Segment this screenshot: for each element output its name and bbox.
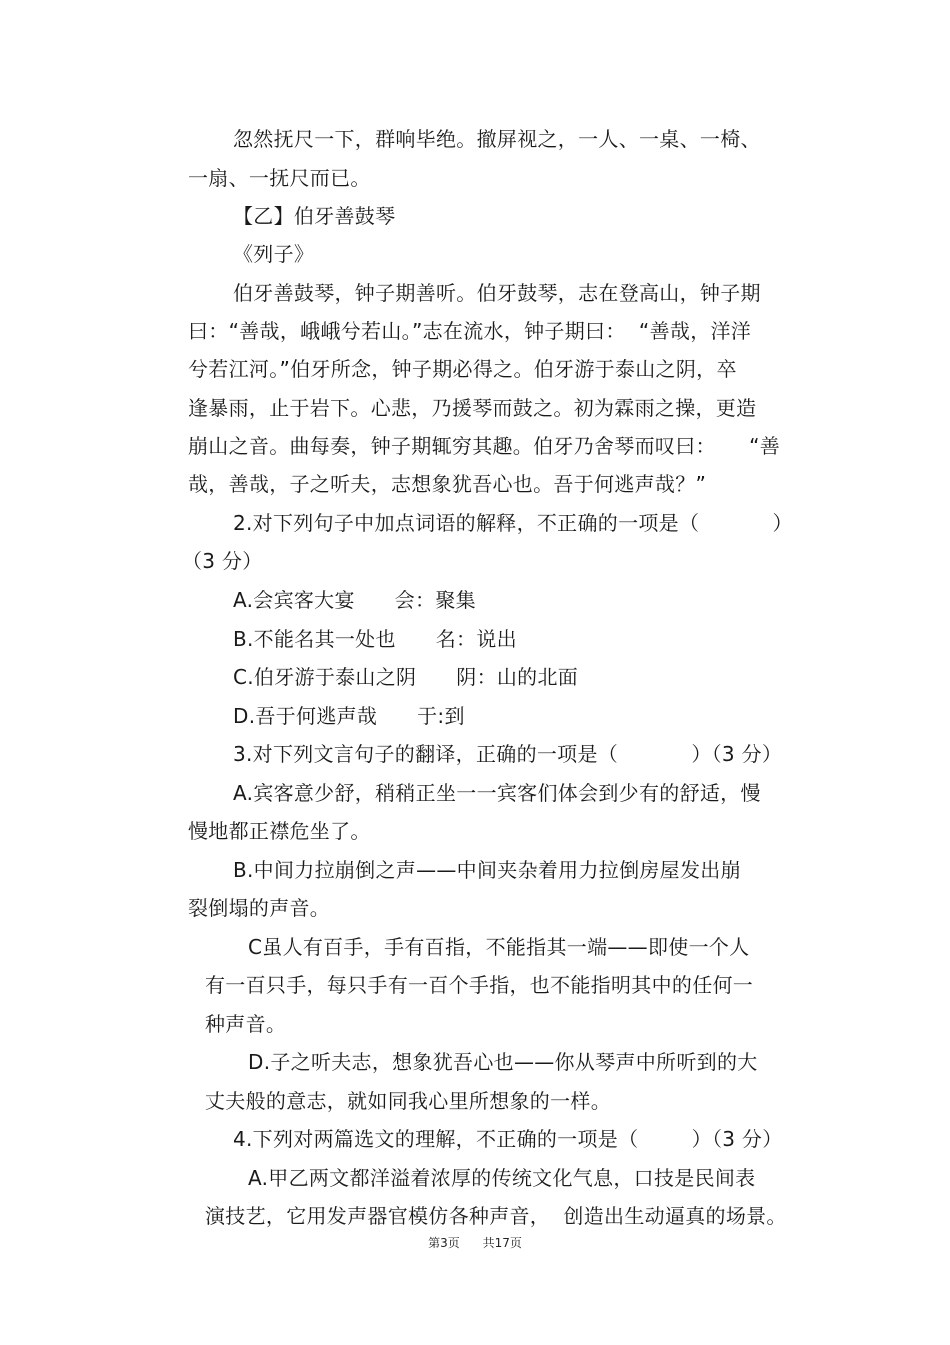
text-line: 逢暴雨，止于岩下。心悲，乃援琴而鼓之。初为霖雨之操，更造 (188, 396, 757, 420)
option-a: A.甲乙两文都洋溢着浓厚的传统文化气息，口技是民间表 (248, 1166, 756, 1190)
option-d: D.子之听夫志，想象犹吾心也——你从琴声中所听到的大 (248, 1050, 758, 1074)
text-line: 崩山之音。曲每奏，钟子期辄穷其趣。伯牙乃舍琴而叹曰： “善 (188, 434, 781, 458)
option-d: D.吾于何逃声哉 于:到 (233, 704, 465, 728)
section-heading: 【乙】伯牙善鼓琴 (233, 204, 396, 228)
page-total: 共17页 (482, 1236, 522, 1250)
text-line: 哉，善哉，子之听夫，志想象犹吾心也。吾于何逃声哉？” (188, 472, 707, 496)
question-2: 2.对下列句子中加点词语的解释，不正确的一项是（ ） (233, 511, 793, 535)
text-line: 伯牙善鼓琴，钟子期善听。伯牙鼓琴，志在登高山，钟子期 (233, 281, 761, 305)
text-line: 一扇、一抚尺而已。 (188, 166, 371, 190)
text-line: 兮若江河。”伯牙所念，钟子期必得之。伯牙游于泰山之阴，卒 (188, 357, 737, 381)
option-a: A.宾客意少舒，稍稍正坐一一宾客们体会到少有的舒适，慢 (233, 781, 761, 805)
text-line: 慢地都正襟危坐了。 (188, 819, 371, 843)
text-line: 裂倒塌的声音。 (188, 896, 331, 920)
text-line: 演技艺，它用发声器官模仿各种声音， 创造出生动逼真的场景。 (205, 1204, 787, 1228)
page-footer (0, 1235, 950, 1251)
option-c: C.伯牙游于泰山之阴 阴：山的北面 (233, 665, 579, 689)
text-line: 有一百只手，每只手有一百个手指，也不能指明其中的任何一 (205, 973, 754, 997)
option-b: B.不能名其一处也 名：说出 (233, 627, 517, 651)
text-line: 曰：“善哉，峨峨兮若山。”志在流水，钟子期曰： “善哉，洋洋 (188, 319, 752, 343)
text-line: 种声音。 (205, 1012, 287, 1036)
option-b: B.中间力拉崩倒之声——中间夹杂着用力拉倒房屋发出崩 (233, 858, 741, 882)
text-line: 丈夫般的意志，就如同我心里所想象的一样。 (205, 1089, 611, 1113)
option-a: A.会宾客大宴 会：聚集 (233, 588, 476, 612)
question-4: 4.下列对两篇选文的理解，不正确的一项是（ ）（3 分） (233, 1127, 783, 1151)
source-title: 《列子》 (233, 242, 315, 266)
page-number: 第3页 (428, 1236, 460, 1250)
question-2-score: （3 分） (182, 549, 263, 573)
question-3: 3.对下列文言句子的翻译，正确的一项是（ ）（3 分） (233, 742, 783, 766)
text-line: 忽然抚尺一下，群响毕绝。撤屏视之，一人、一桌、一椅、 (233, 127, 761, 151)
option-c: C虽人有百手，手有百指，不能指其一端——即使一个人 (248, 935, 750, 959)
